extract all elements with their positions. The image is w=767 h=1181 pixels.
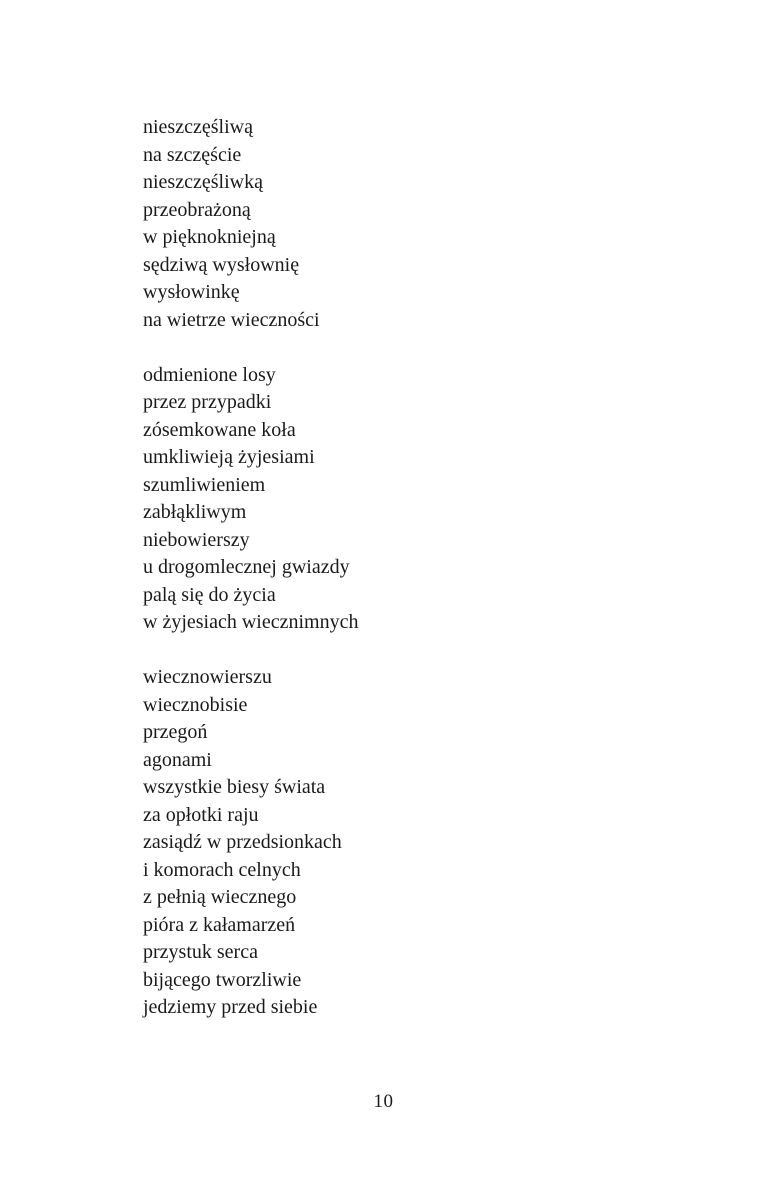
poem-line: sędziwą wysłownię <box>143 253 300 276</box>
poem-line: przez przypadki <box>143 391 272 413</box>
poem-line: agonami <box>143 748 212 771</box>
poem-line: szumliwieniem <box>143 473 266 496</box>
poem-line: palą się do życia <box>143 583 276 606</box>
stanza-3 <box>143 664 603 1022</box>
poem-line: wiecznobisie <box>143 693 248 716</box>
poem <box>143 114 603 1049</box>
poem-line: zabłąkliwym <box>143 501 247 523</box>
poem-line: u drogomlecznej gwiazdy <box>143 556 350 578</box>
stanza-1 <box>143 114 603 334</box>
poem-line: niebowierszy <box>143 528 250 551</box>
poem-line: w pięknokniejną <box>143 226 276 248</box>
poem-line: zósemkowane koła <box>143 418 296 441</box>
poem-line: na wietrze wieczności <box>143 308 320 331</box>
poem-line: i komorach celnych <box>143 858 301 881</box>
stanza-2 <box>143 362 603 637</box>
poem-line: wiecznowierszu <box>143 666 272 688</box>
poem-line: wszystkie biesy świata <box>143 776 326 798</box>
poem-line: zasiądź w przedsionkach <box>143 831 342 853</box>
poem-line: pióra z kałamarzeń <box>143 913 296 936</box>
poem-line: jedziemy przed siebie <box>143 996 318 1018</box>
page-number: 10 <box>373 1091 394 1112</box>
poem-line: odmienione losy <box>143 363 276 386</box>
poem-line: przeobrażoną <box>143 198 251 221</box>
poem-line: bijącego tworzliwie <box>143 968 302 991</box>
poem-line: przystuk serca <box>143 941 258 963</box>
poem-line: z pełnią wiecznego <box>143 886 297 908</box>
poem-line: za opłotki raju <box>143 803 259 826</box>
poem-line: nieszczęśliwką <box>143 171 263 193</box>
poem-line: umkliwieją żyjesiami <box>143 446 315 468</box>
poem-line: wysłowinkę <box>143 281 240 303</box>
poem-line: w żyjesiach wiecznimnych <box>143 611 359 633</box>
poem-line: na szczęście <box>143 143 242 166</box>
poem-line: nieszczęśliwą <box>143 116 253 138</box>
poem-line: przegoń <box>143 721 208 743</box>
